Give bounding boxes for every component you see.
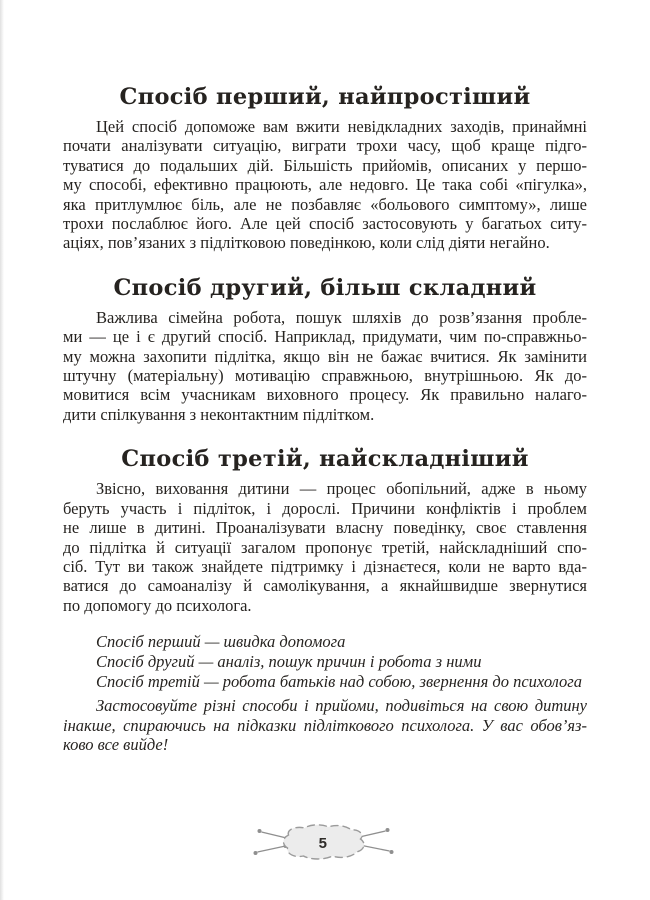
text-line: не лише в дитині. Проаналізувати власну поведінку, своє ставлення bbox=[63, 518, 587, 538]
text-line: почати аналізувати ситуацію, виграти трохи часу, щоб краще підго- bbox=[63, 136, 587, 156]
closing-paragraph bbox=[63, 696, 587, 754]
page-content bbox=[63, 84, 587, 754]
summary-line: Спосіб третій — робота батьків над собою, звернення до психолога bbox=[96, 672, 582, 692]
text-line: дити спілкування з неконтактним підлітком. bbox=[63, 404, 375, 424]
closing-line: Застосовуйте різні способи і прийоми, подивіться на свою дитину bbox=[96, 696, 587, 716]
paragraph bbox=[63, 308, 587, 424]
text-line: му можна захопити підлітка, якщо він не бажає вчитися. Як замінити bbox=[63, 346, 587, 366]
section bbox=[63, 275, 587, 424]
section-heading: Спосіб перший, найпростіший bbox=[119, 84, 531, 110]
text-line: штучну (матеріальну) мотивацію справжньою, внутрішньою. Як до- bbox=[63, 366, 587, 386]
footer-ornament bbox=[249, 823, 399, 867]
section bbox=[63, 446, 587, 615]
summary-line: Спосіб перший — швидка допомога bbox=[96, 632, 346, 652]
text-line: мовитися всім учасникам виховного процесу. Як правильно налаго- bbox=[63, 385, 587, 405]
section bbox=[63, 84, 587, 253]
text-line: аціях, пов’язаних з підлітковою поведінкою, коли слід діяти негайно. bbox=[63, 233, 550, 253]
section-heading: Спосіб третій, найскладніший bbox=[121, 446, 529, 473]
text-line: до підлітка й ситуації загалом пропонує третій, найскладніший спо- bbox=[63, 537, 587, 557]
text-line: трохи послаблює його. Але цей спосіб застосовують у багатьох ситу- bbox=[63, 214, 587, 234]
page-number: 5 bbox=[318, 834, 327, 852]
text-line: Важлива сімейна робота, пошук шляхів до розв’язання пробле- bbox=[96, 307, 587, 327]
text-line: сіб. Тут ви також знайдете підтримку і дізнаєтеся, коли не варто вда- bbox=[63, 556, 587, 576]
text-line: ватися до самоаналізу й самолікування, а якнайшвидше звернутися bbox=[63, 576, 587, 596]
paragraph bbox=[63, 117, 587, 253]
text-line: Цей спосіб допоможе вам вжити невідкладних заходів, принаймні bbox=[96, 117, 587, 136]
summary-block bbox=[63, 632, 587, 692]
text-line: ми — це і є другий спосіб. Наприклад, придумати, чим по-справжньо- bbox=[63, 327, 587, 347]
text-line: беруть участь і підліток, і дорослі. Причини конфліктів і проблем bbox=[63, 498, 587, 518]
text-line: туватися до подальших дій. Більшість прийомів, описаних у першо- bbox=[63, 155, 587, 175]
sections bbox=[63, 84, 587, 615]
paragraph bbox=[63, 479, 587, 615]
text-line: Звісно, виховання дитини — процес обопільний, адже в ньому bbox=[96, 479, 587, 499]
text-line: му способі, ефективно працюють, але недовго. Це така собі «пігулка», bbox=[63, 175, 587, 195]
closing-line: ково все вийде! bbox=[63, 734, 169, 754]
section-heading: Спосіб другий, більш складний bbox=[113, 274, 537, 301]
page-edge-shade bbox=[0, 0, 4, 900]
text-line: по допомогу до психолога. bbox=[63, 595, 252, 615]
summary-line: Спосіб другий — аналіз, пошук причин і робота з ними bbox=[96, 652, 482, 672]
closing-line: інакше, спираючись на підказки підліткового психолога. У вас обов’яз- bbox=[63, 715, 587, 735]
text-line: яка притлумлює біль, але не позбавляє «больового симптому», лише bbox=[63, 194, 587, 214]
